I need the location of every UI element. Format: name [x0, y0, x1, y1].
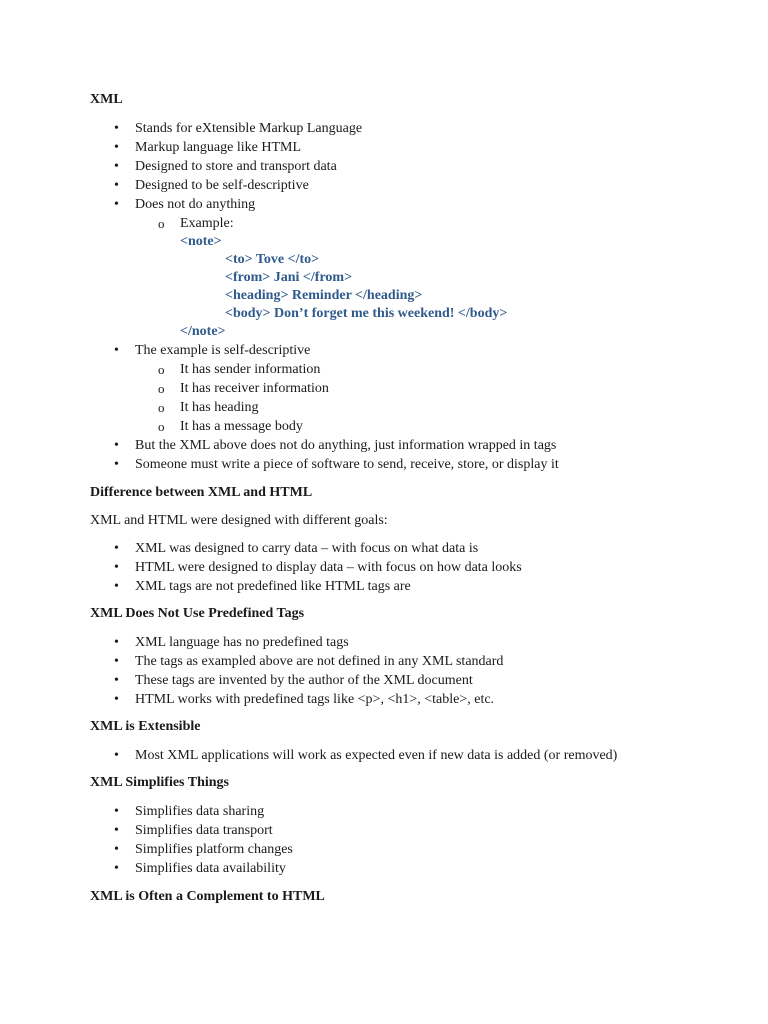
list-item: • Simplifies data sharing: [90, 802, 730, 821]
sub-list-item: o It has sender information: [90, 360, 730, 379]
list-item: • Markup language like HTML: [90, 138, 730, 157]
sub-list-item: o It has a message body: [90, 417, 730, 436]
predefined-bullet-list: [90, 633, 730, 709]
list-item: • HTML works with predefined tags like <p>, <h1>, <table>, etc.: [90, 690, 730, 709]
section-heading-extensible: XML is Extensible: [90, 719, 201, 734]
section-heading-complement: XML is Often a Complement to HTML: [90, 889, 325, 904]
code-line: <from> Jani </from>: [225, 270, 353, 285]
section-heading-difference: Difference between XML and HTML: [90, 485, 313, 500]
sub-list-item: o It has heading: [90, 398, 730, 417]
simplifies-bullet-list: [90, 802, 730, 878]
xml-bullet-list: [90, 119, 730, 233]
list-item: • HTML were designed to display data – with focus on how data looks: [90, 558, 730, 577]
list-item: • Designed to store and transport data: [90, 157, 730, 176]
section-heading-xml: XML: [90, 92, 123, 107]
list-item: • Simplifies data transport: [90, 821, 730, 840]
code-example: [90, 233, 730, 341]
paragraph: XML and HTML were designed with different goals:: [90, 513, 388, 528]
list-item: • XML language has no predefined tags: [90, 633, 730, 652]
difference-bullet-list: [90, 539, 730, 596]
sub-list-item: o It has receiver information: [90, 379, 730, 398]
code-line: <heading> Reminder </heading>: [225, 288, 423, 303]
list-item: • Stands for eXtensible Markup Language: [90, 119, 730, 138]
list-item: • Most XML applications will work as expected even if new data is added (or removed): [90, 746, 730, 765]
section-heading-simplifies: XML Simplifies Things: [90, 775, 230, 790]
xml-detail-list: [90, 341, 730, 474]
section-heading-predefined: XML Does Not Use Predefined Tags: [90, 606, 305, 621]
document-page: [90, 90, 730, 907]
list-item: • Does not do anything: [90, 195, 730, 214]
code-line: <to> Tove </to>: [225, 252, 320, 267]
list-item: • These tags are invented by the author of the XML document: [90, 671, 730, 690]
list-item: • Simplifies data availability: [90, 859, 730, 878]
list-item: • Simplifies platform changes: [90, 840, 730, 859]
list-item: • But the XML above does not do anything, just information wrapped in tags: [90, 436, 730, 455]
list-item: • The example is self-descriptive: [90, 341, 730, 360]
code-line: </note>: [180, 324, 226, 339]
sub-list-item: o Example:: [90, 214, 730, 233]
list-item: • XML was designed to carry data – with focus on what data is: [90, 539, 730, 558]
list-item: • Designed to be self-descriptive: [90, 176, 730, 195]
code-line: <note>: [180, 234, 222, 249]
list-item: • Someone must write a piece of software to send, receive, store, or display it: [90, 455, 730, 474]
list-item: • XML tags are not predefined like HTML tags are: [90, 577, 730, 596]
list-item: • The tags as exampled above are not defined in any XML standard: [90, 652, 730, 671]
code-line: <body> Don’t forget me this weekend! </body>: [225, 306, 508, 321]
extensible-bullet-list: [90, 746, 730, 765]
